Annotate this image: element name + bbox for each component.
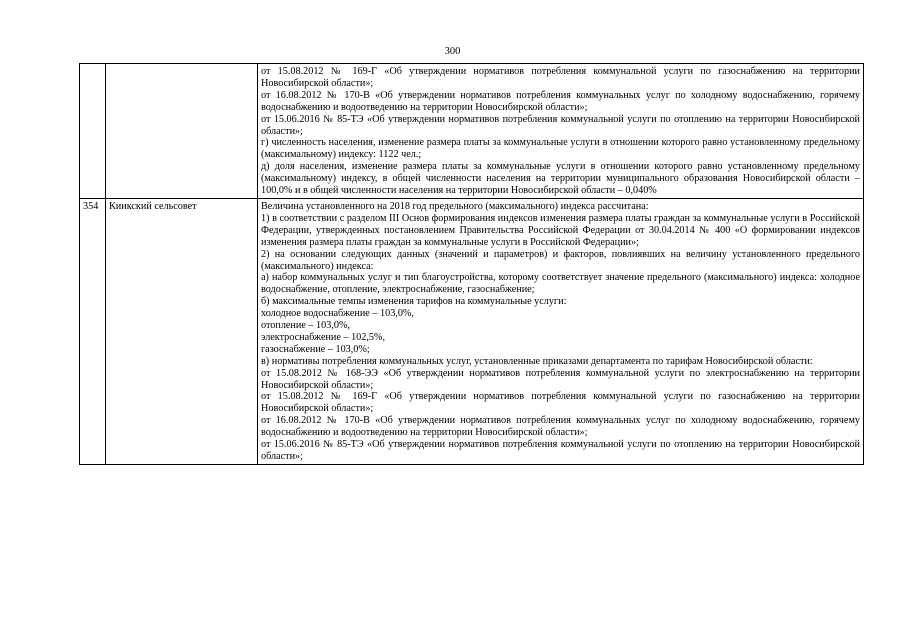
description-paragraph: в) нормативы потребления коммунальных услуг, установленные приказами департамента по тарифам Новосибирской области: (261, 355, 813, 367)
description-paragraph: Величина установленного на 2018 год предельного (максимального) индекса рассчитана: (261, 200, 649, 212)
description-paragraph: от 15.08.2012 № 169-Г «Об утверждении нормативов потребления коммунальной услуги по газоснабжению на территории Новосибирской области»; (261, 391, 860, 415)
description-paragraph: от 16.08.2012 № 170-В «Об утверждении нормативов потребления коммунальных услуг по холодному водоснабжению, горячему водоснабжению и водоотведению на территории Новосибирской области»; (261, 89, 860, 113)
description-paragraph: г) численность населения, изменение размера платы за коммунальные услуги в отношении которого равно установленному предельному (максимальному) индексу: 1122 чел.; (261, 137, 860, 161)
page-number: 300 (444, 46, 461, 57)
description-paragraph: электроснабжение – 102,5%, (261, 331, 386, 343)
table-body (80, 64, 864, 465)
row-number: 354 (80, 198, 106, 464)
description-paragraph: б) максимальные темпы изменения тарифов на коммунальные услуги: (261, 296, 567, 308)
description-paragraph: от 15.06.2016 № 85-ТЭ «Об утверждении нормативов потребления коммунальной услуги по отоплению на территории Новосибирской области»; (261, 439, 860, 462)
municipality-name: Киикский сельсовет (106, 198, 258, 464)
description-paragraph: от 16.08.2012 № 170-В «Об утверждении нормативов потребления коммунальных услуг по холодному водоснабжению, горячему водоснабжению и водоотведению на территории Новосибирской области»; (261, 415, 860, 439)
description-paragraph: а) набор коммунальных услуг и тип благоустройства, которому соответствует значение предельного (максимального) индекса: холодное водоснабжение, отопление, электроснабжение, газоснабжение; (261, 272, 860, 296)
row-number (80, 64, 106, 199)
table-row (80, 198, 864, 464)
description-paragraph: от 15.08.2012 № 168-ЭЭ «Об утверждении нормативов потребления коммунальной услуги по электроснабжению на территории Новосибирской области»; (261, 367, 860, 391)
description-paragraph: отопление – 103,0%, (261, 320, 350, 332)
index-description (258, 64, 864, 199)
document-table (79, 63, 864, 465)
index-description (258, 198, 864, 464)
description-paragraph: газоснабжение – 103,0%; (261, 343, 370, 355)
description-paragraph: холодное водоснабжение – 103,0%, (261, 308, 414, 320)
municipality-name (106, 64, 258, 199)
description-paragraph: от 15.06.2016 № 85-ТЭ «Об утверждении нормативов потребления коммунальной услуги по отоплению на территории Новосибирской области»; (261, 113, 860, 137)
description-paragraph: д) доля населения, изменение размера платы за коммунальные услуги в отношении которого равно установленному предельному (максимальному) индексу, в общей численности населения на территории муниципального образования Новосибирской области – 100,0% и в общей численности населения на территории Новосибирской области – 0,040% (261, 161, 860, 197)
table-row (80, 64, 864, 199)
description-paragraph: 2) на основании следующих данных (значений и параметров) и факторов, повлиявших на величину установленного предельного (максимального) индекса: (261, 248, 860, 272)
description-paragraph: от 15.08.2012 № 169-Г «Об утверждении нормативов потребления коммунальной услуги по газоснабжению на территории Новосибирской области»; (261, 66, 860, 89)
description-paragraph: 1) в соответствии с разделом III Основ формирования индексов изменения размера платы граждан за коммунальные услуги в Российской Федерации, утвержденных постановлением Правительства Российской Федерации от 30.04.2014 № 400 «О формировании индексов изменения размера платы граждан за коммунальные услуги в Российской Федерации»; (261, 212, 860, 248)
